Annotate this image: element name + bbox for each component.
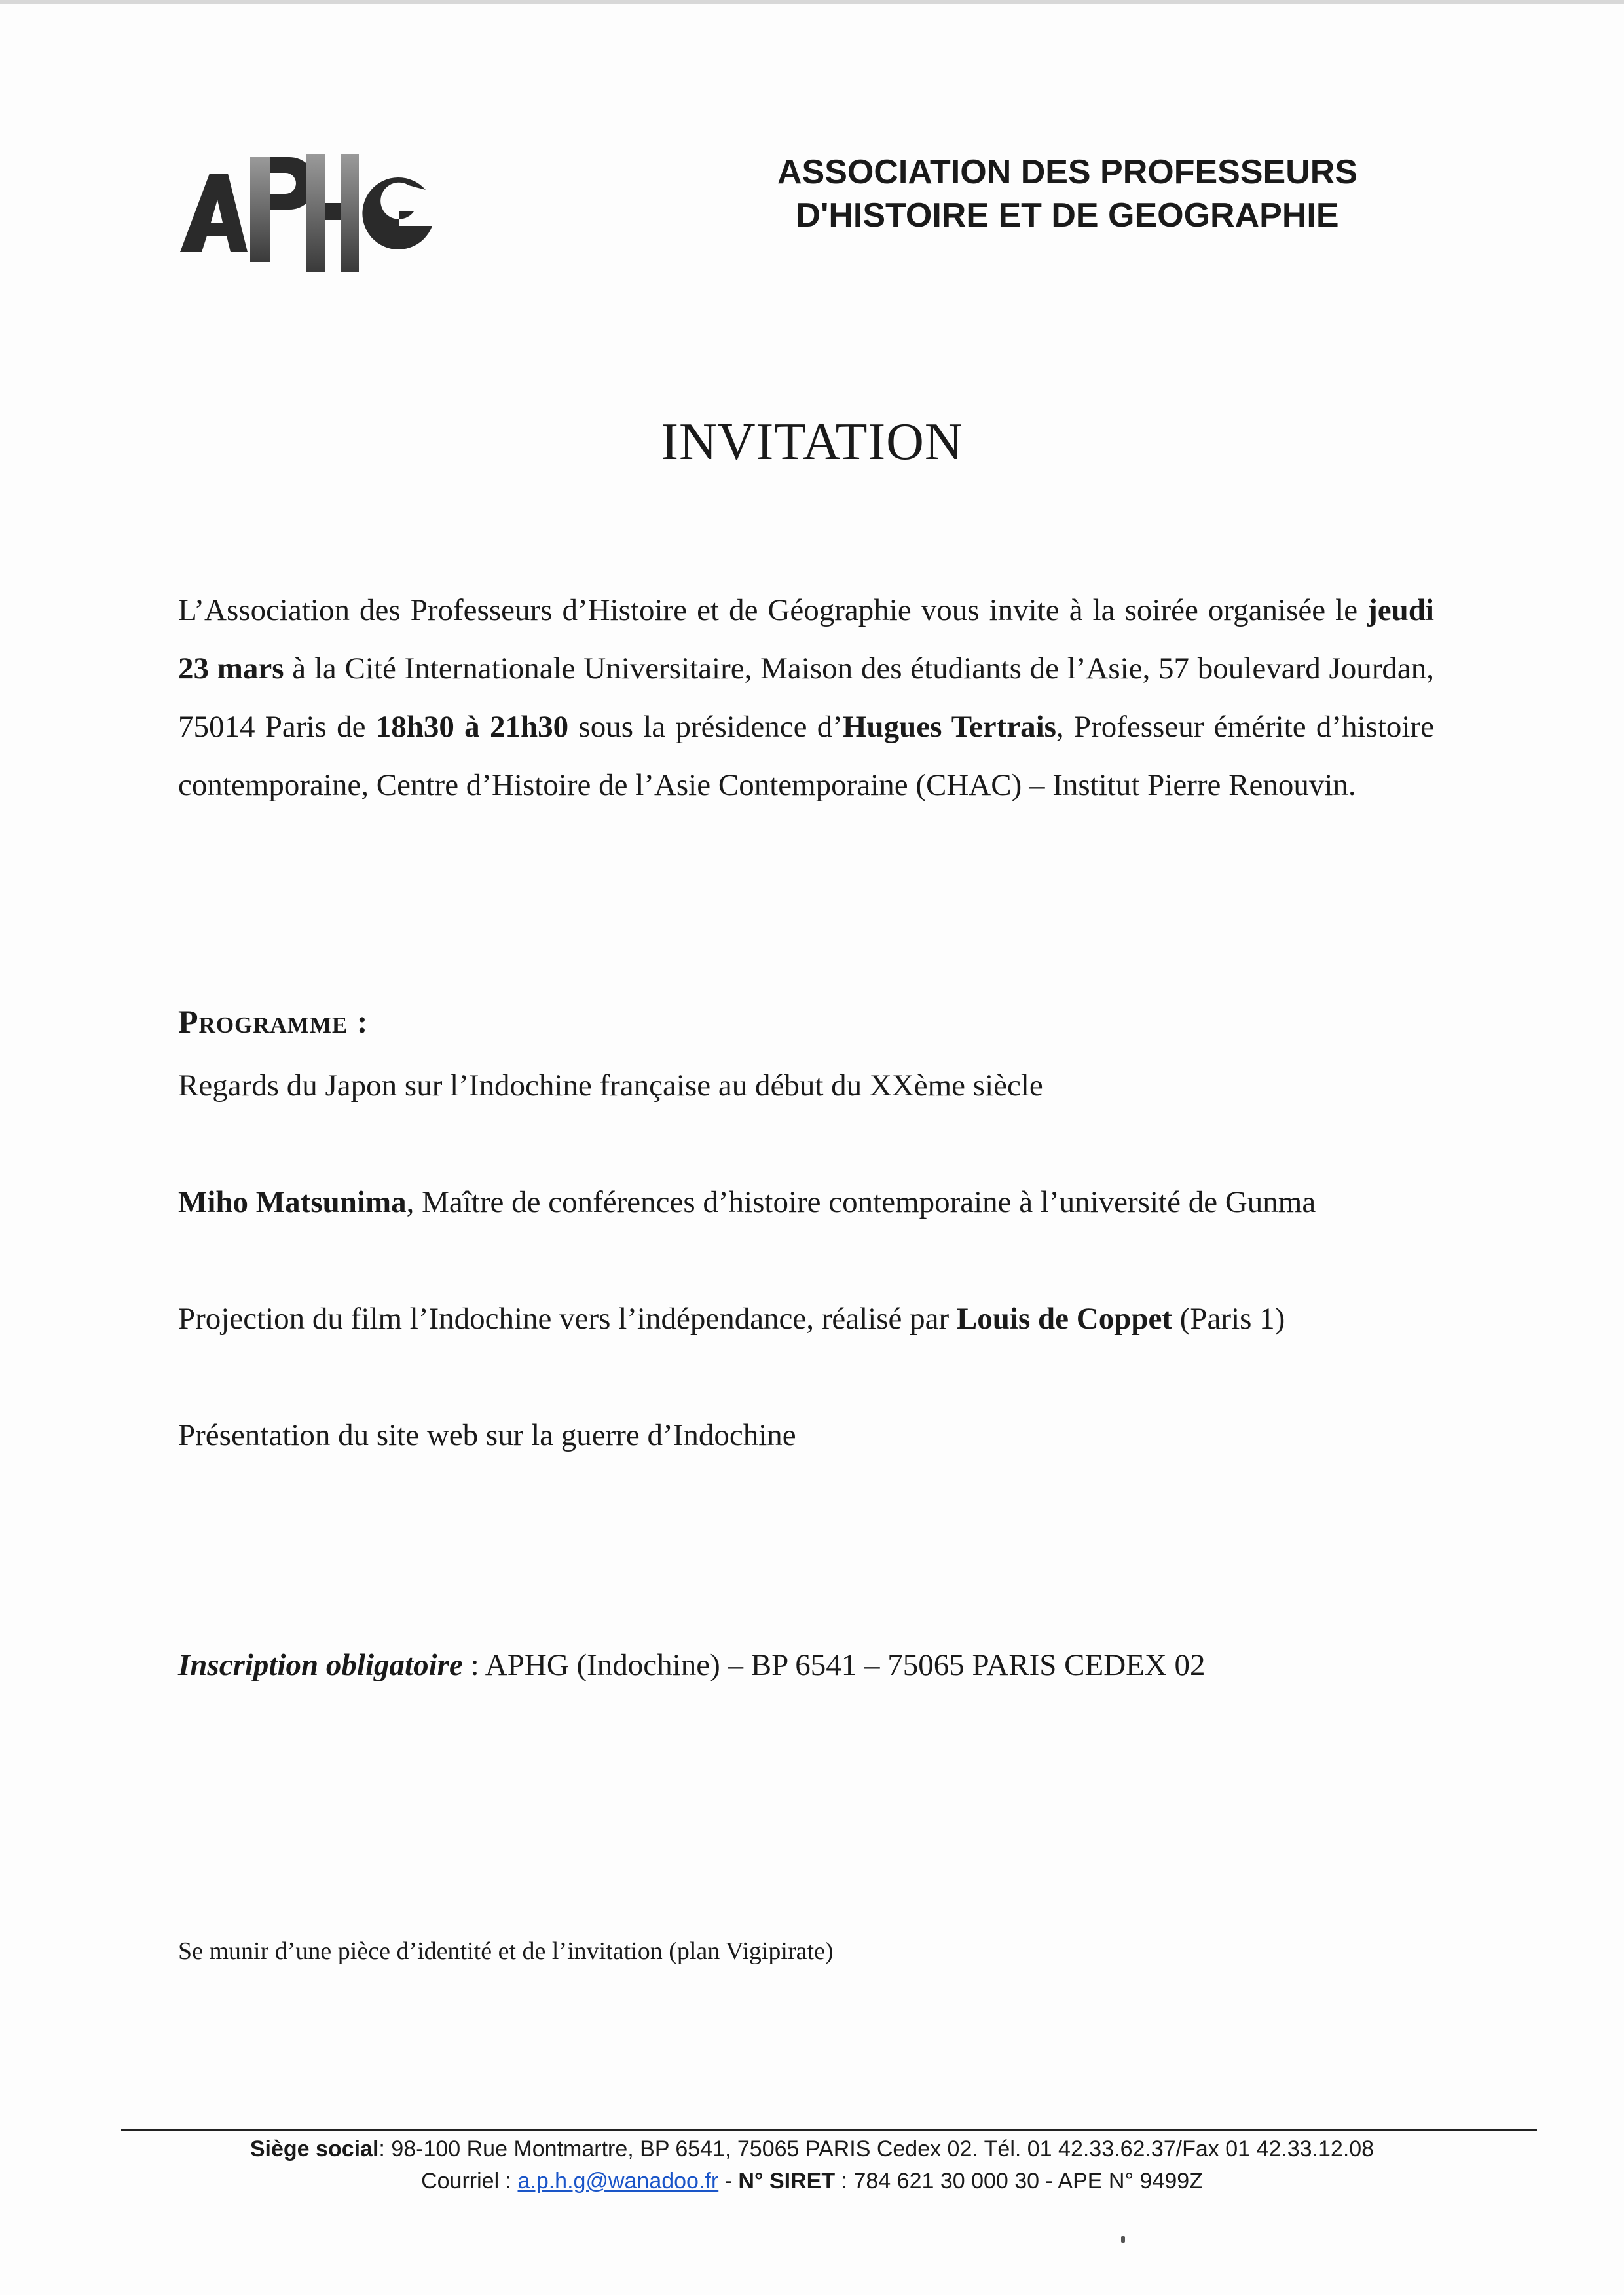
event-date: jeudi 23 mars [178,593,1434,686]
intro-text-2: à la Cité Internationale Universitaire, Maison des étudiants de l’Asie, 57 boulevard Jourdan, 75014 Paris de [178,652,1434,744]
aphg-logo [177,147,452,278]
footer [0,2133,1624,2197]
director-affiliation: (Paris 1) [1172,1302,1285,1336]
event-time: 18h30 à 21h30 [375,710,569,744]
scan-speck [1121,2236,1125,2243]
siege-address: : 98-100 Rue Montmartre, BP 6541, 75065 PARIS Cedex 02. Tél. 01 42.33.62.37/Fax 01 42.33.12.08 [378,2137,1375,2161]
association-name-line1: ASSOCIATION DES PROFESSEURS [777,153,1358,191]
siret-label: N° SIRET [738,2169,836,2194]
programme-item-1: Regards du Japon sur l’Indochine française au début du XXème siècle [178,1069,1043,1103]
siret-number: : 784 621 30 000 30 - APE N° 9499Z [835,2169,1203,2194]
intro-paragraph [178,581,1434,815]
programme-item-3 [178,1296,1285,1342]
page-title: INVITATION [661,413,963,471]
siege-label: Siège social [249,2137,379,2161]
footer-line-2 [0,2165,1624,2197]
film-text: Projection du film l’Indochine vers l’indépendance, réalisé par [178,1302,957,1336]
inscription-label: Inscription obligatoire [178,1648,463,1682]
footer-divider [121,2129,1537,2131]
inscription-line [178,1642,1206,1688]
email-link[interactable]: a.p.h.g@wanadoo.fr [517,2169,719,2194]
association-name [681,151,1454,237]
intro-text-3: sous la présidence d’ [568,710,843,744]
programme-item-4: Présentation du site web sur la guerre d’Indochine [178,1418,796,1452]
director-name: Louis de Coppet [956,1302,1173,1336]
footer-separator: - [718,2169,739,2194]
intro-text-1: L’Association des Professeurs d’Histoire et de Géographie vous invite à la soirée organisée le [178,593,1368,627]
programme-item-2 [178,1179,1316,1225]
inscription-address: : APHG (Indochine) – BP 6541 – 75065 PARIS CEDEX 02 [462,1648,1206,1682]
speaker-name: Miho Matsunima [178,1185,407,1219]
footer-line-1 [0,2133,1624,2165]
scan-top-edge [0,0,1624,4]
courriel-label: Courriel : [421,2169,518,2194]
intro-text-4: , Professeur émérite d’histoire contemporaine, Centre d’Histoire de l’Asie Contemporaine (CHAC) – Institut Pierre Renouvin. [178,710,1434,802]
association-name-line2: D'HISTOIRE ET DE GEOGRAPHIE [796,196,1339,234]
identity-note: Se munir d’une pièce d’identité et de l’invitation (plan Vigipirate) [178,1937,834,1965]
programme-heading: Programme : [178,1003,369,1040]
speaker-title: , Maître de conférences d’histoire contemporaine à l’université de Gunma [406,1185,1316,1219]
president-name: Hugues Tertrais [842,710,1056,744]
